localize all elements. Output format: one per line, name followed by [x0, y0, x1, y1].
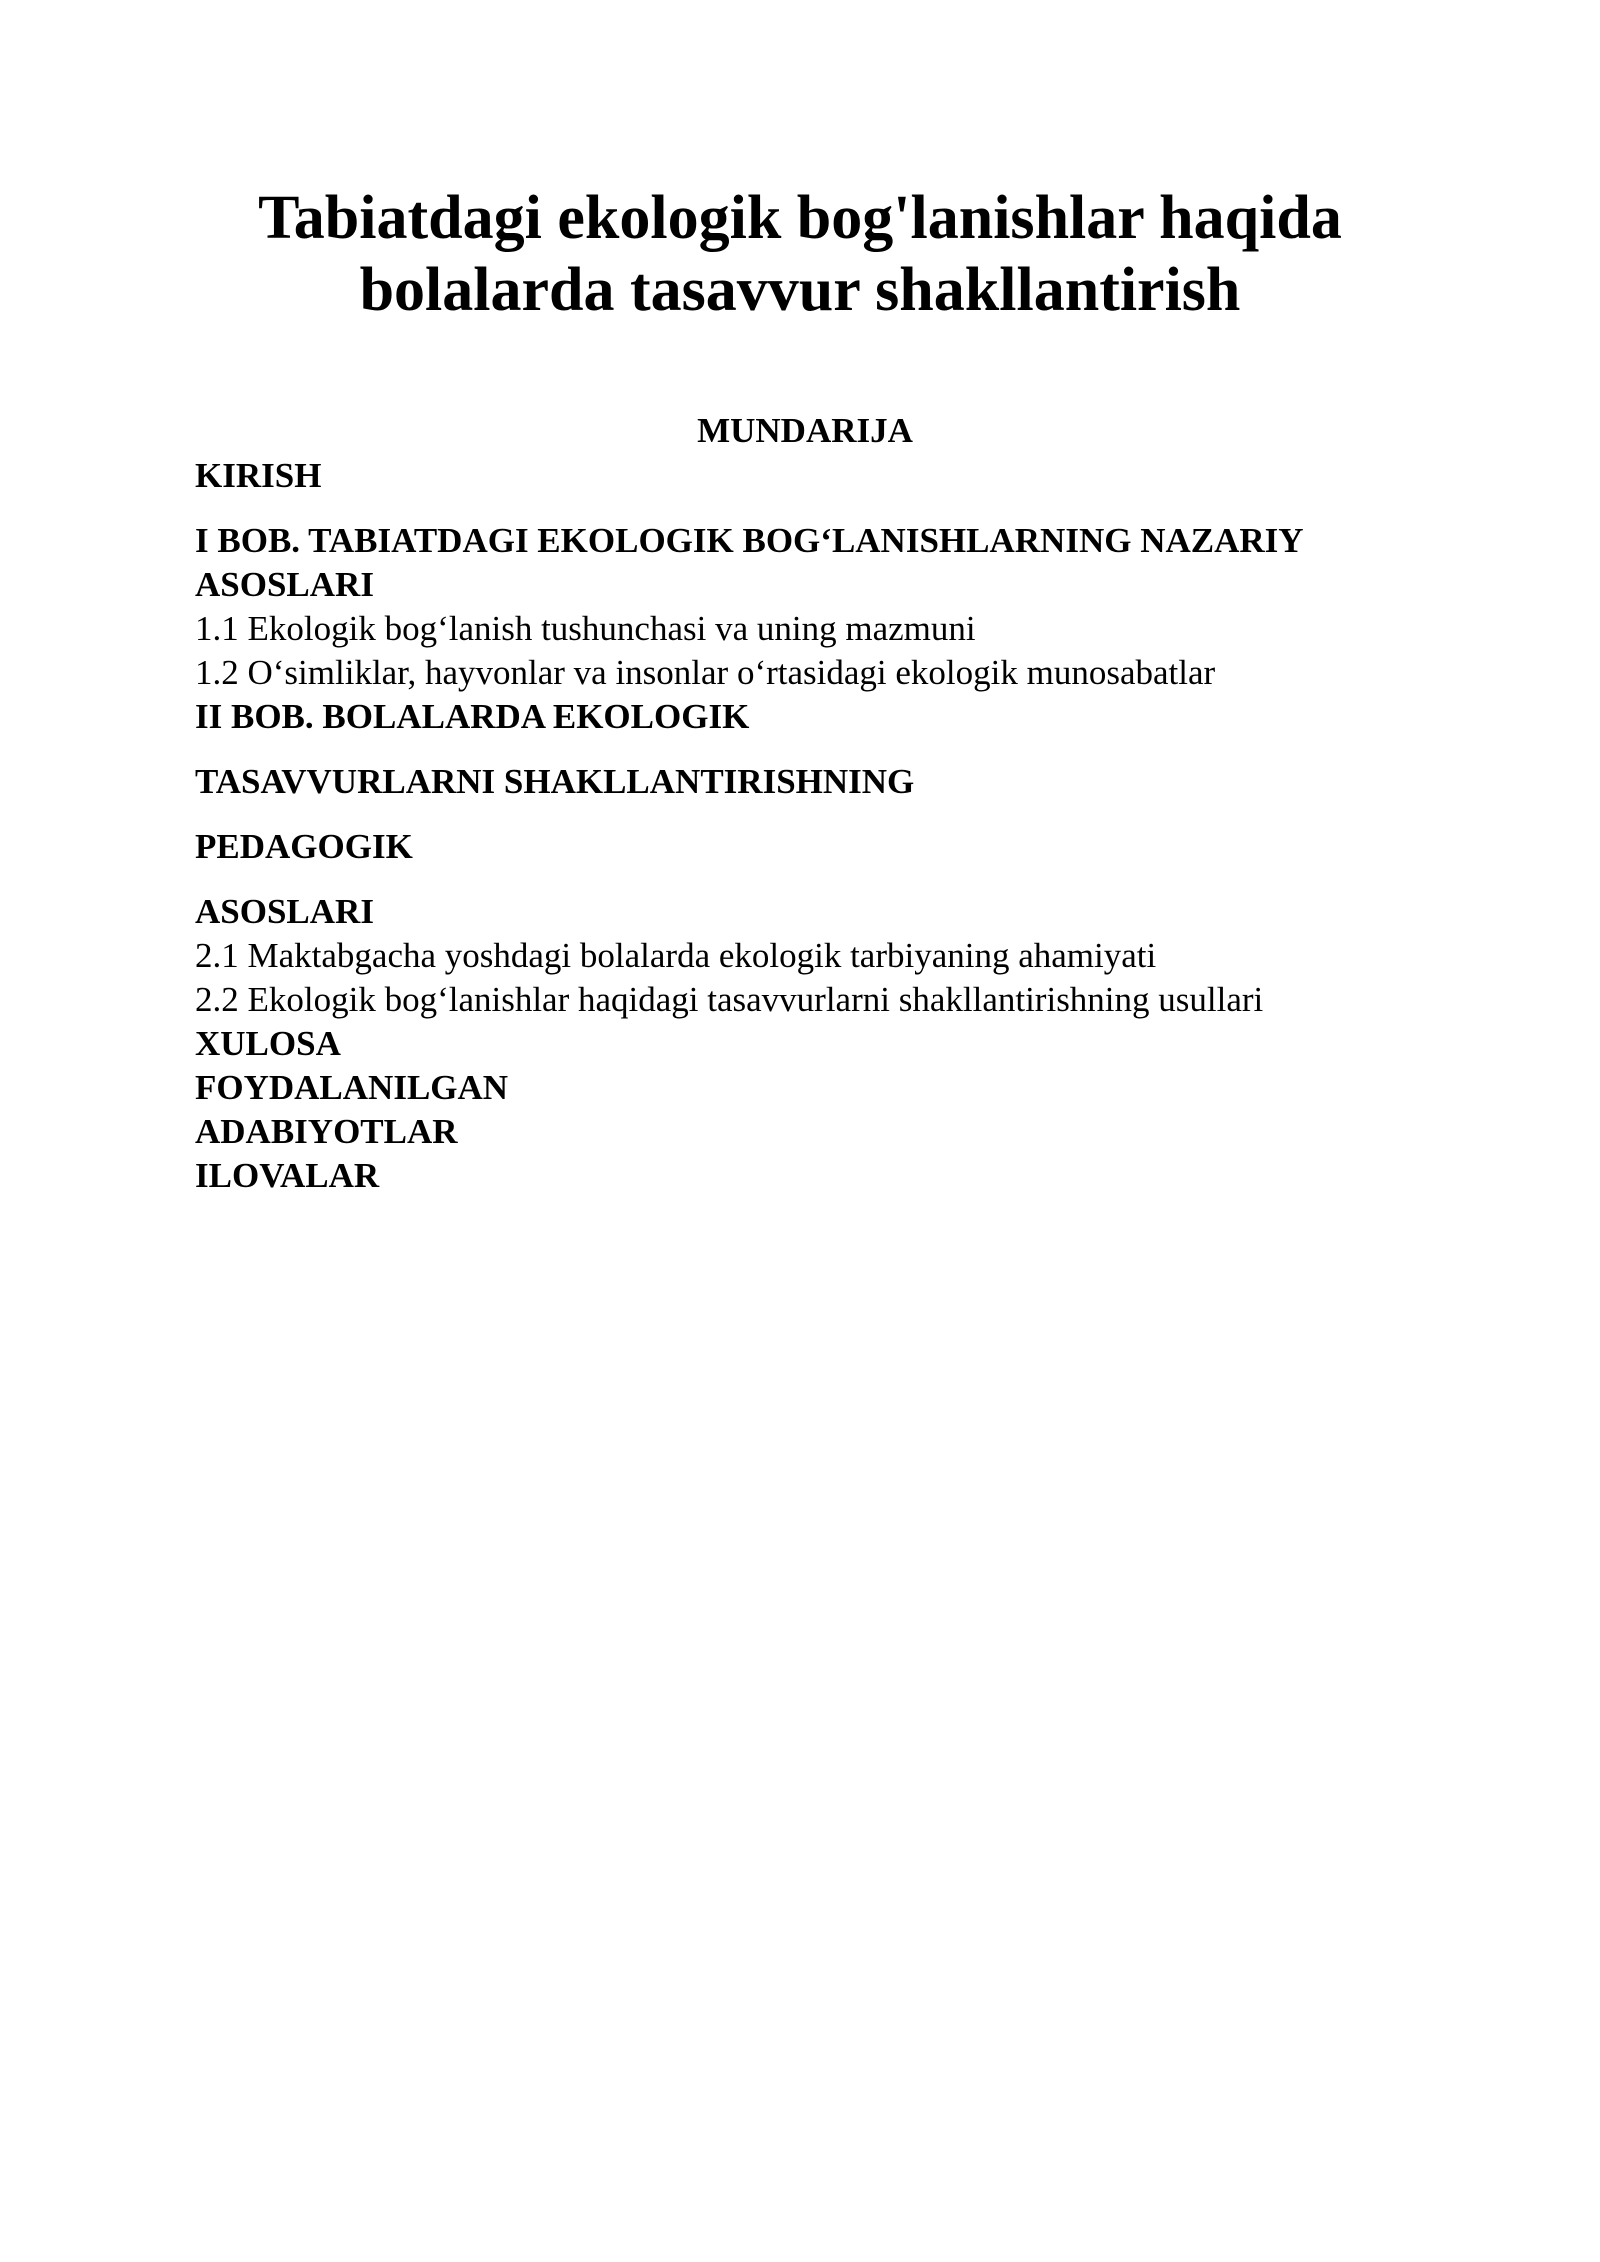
toc-item-section-1-1: 1.1 Ekologik bog‘lanish tushunchasi va uning mazmuni: [195, 609, 976, 648]
toc-item-chapter-2-cont-3: ASOSLARI: [195, 892, 374, 931]
toc-item-section-2-1: 2.1 Maktabgacha yoshdagi bolalarda ekologik tarbiyaning ahamiyati: [195, 936, 1157, 975]
toc-heading: MUNDARIJA: [697, 411, 913, 450]
toc-item-references-cont: ADABIYOTLAR: [195, 1112, 458, 1151]
toc-item-chapter-2-cont-1: TASAVVURLARNI SHAKLLANTIRISHNING: [195, 762, 915, 801]
toc-item-introduction: KIRISH: [195, 456, 322, 495]
document-title-line-2: bolalarda tasavvur shakllantirish: [359, 256, 1241, 324]
table-of-contents: [195, 408, 1435, 1198]
toc-item-references: FOYDALANILGAN: [195, 1068, 509, 1107]
toc-item-appendices: ILOVALAR: [195, 1156, 380, 1195]
toc-item-chapter-2-cont-2: PEDAGOGIK: [195, 827, 413, 866]
toc-item-conclusion: XULOSA: [195, 1024, 341, 1063]
toc-item-chapter-2: II BOB. BOLALARDA EKOLOGIK: [195, 697, 750, 736]
document-title: [180, 182, 1420, 326]
toc-item-section-1-2: 1.2 O‘simliklar, hayvonlar va insonlar o‘rtasidagi ekologik munosabatlar: [195, 653, 1216, 692]
toc-item-section-2-2: 2.2 Ekologik bog‘lanishlar haqidagi tasavvurlarni shakllantirishning usullari: [195, 980, 1264, 1019]
toc-item-chapter-1-cont: ASOSLARI: [195, 565, 374, 604]
document-title-line-1: Tabiatdagi ekologik bog'lanishlar haqida: [258, 184, 1342, 252]
toc-item-chapter-1: I BOB. TABIATDAGI EKOLOGIK BOG‘LANISHLARNING NAZARIY: [195, 521, 1304, 560]
